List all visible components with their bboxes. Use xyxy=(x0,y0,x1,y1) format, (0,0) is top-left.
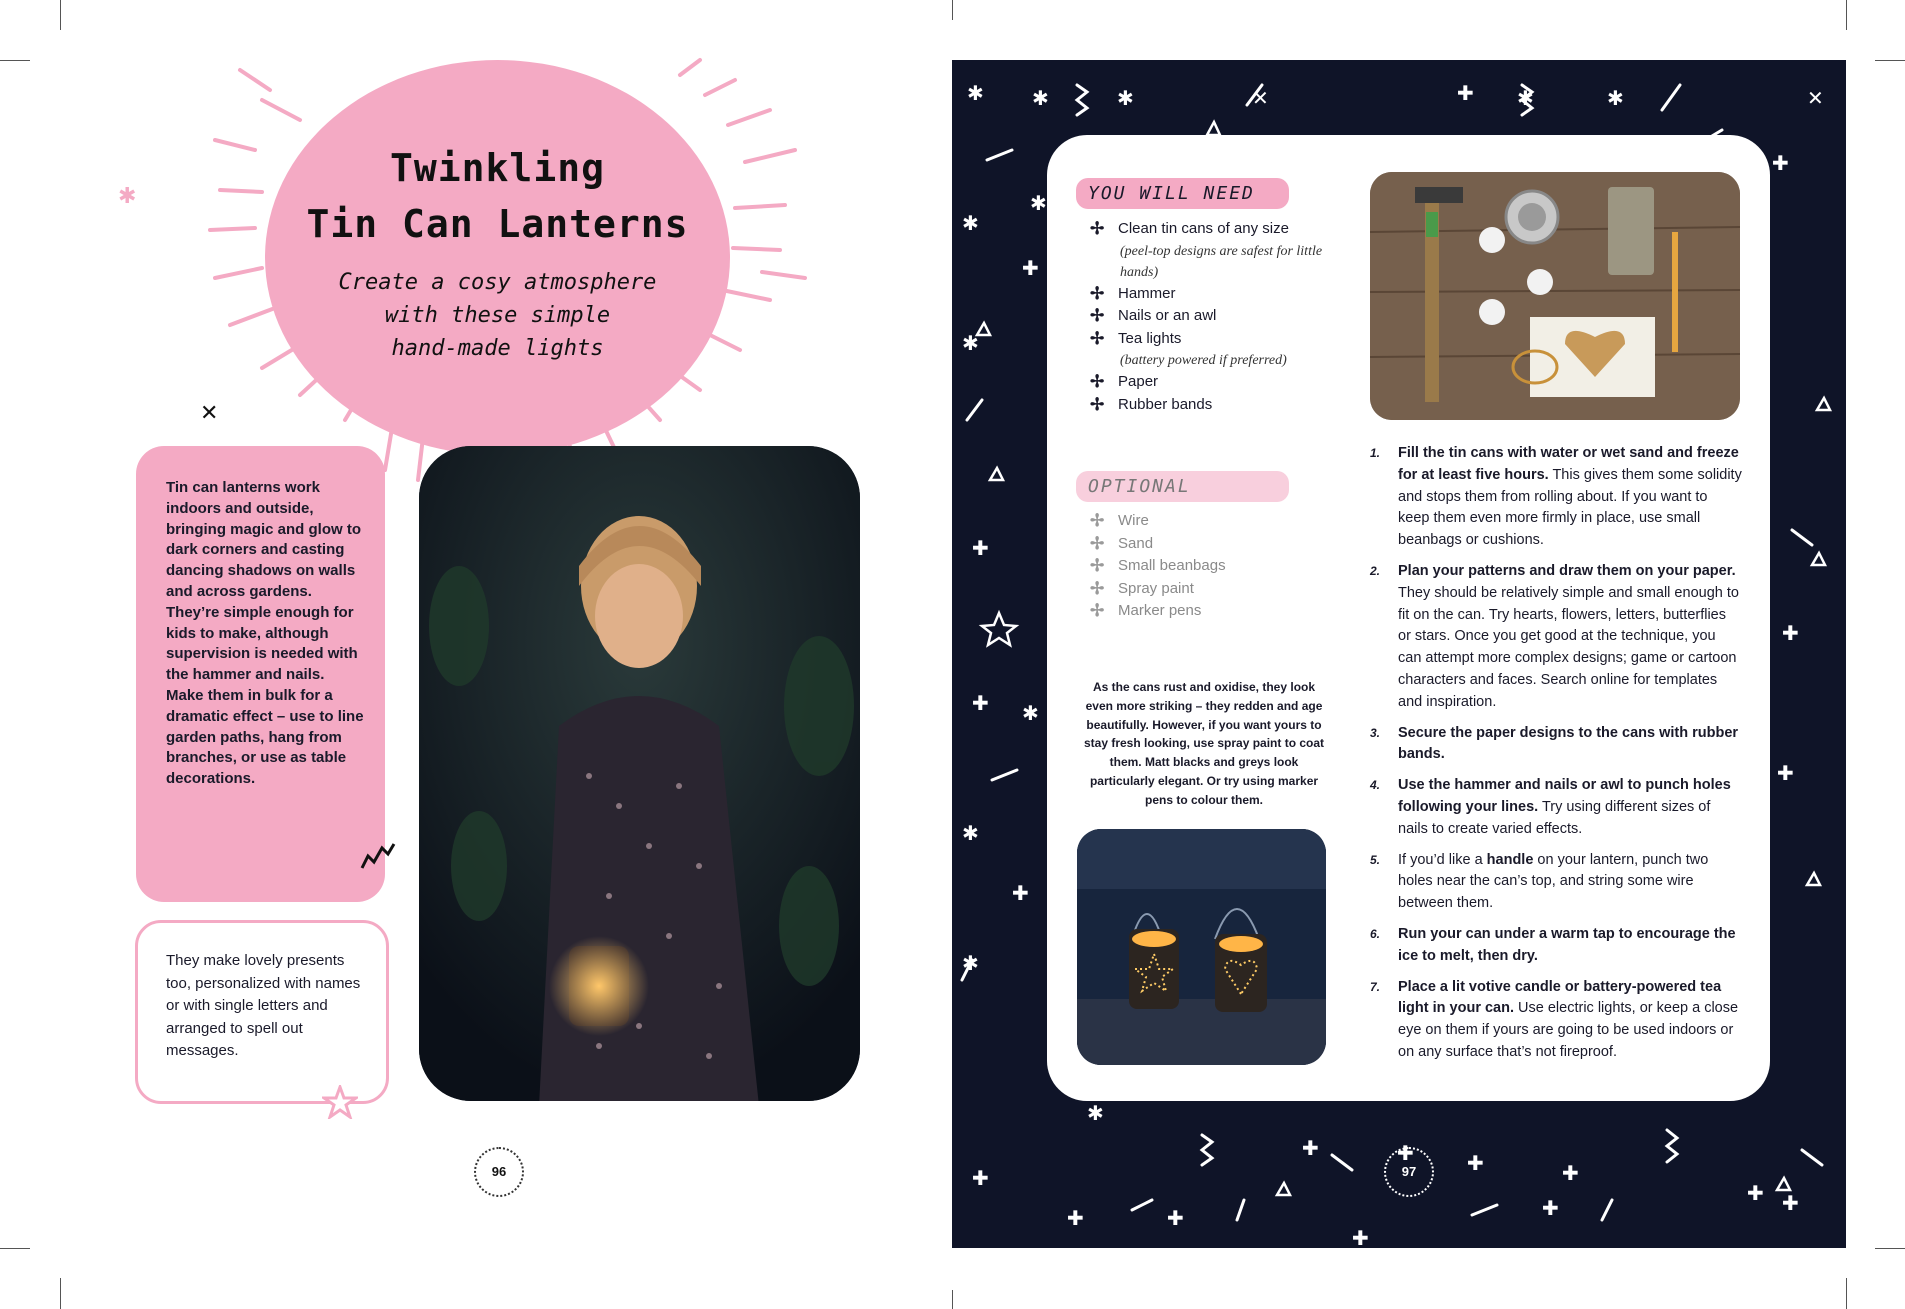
crop-mark xyxy=(1875,60,1905,61)
step-number: 3. xyxy=(1370,725,1381,740)
cross-bullet-icon: ✢ xyxy=(1090,601,1105,621)
optional-list xyxy=(1090,510,1330,623)
svg-text:✚: ✚ xyxy=(1747,1181,1764,1205)
step-item xyxy=(1370,443,1742,552)
step-bold: Place a lit votive candle or battery-powered tea light in your can. xyxy=(1398,978,1722,1017)
svg-text:✱: ✱ xyxy=(1022,701,1039,725)
page-title xyxy=(265,140,730,252)
step-bold: Secure the paper designs to the cans with rubber bands. xyxy=(1398,724,1739,763)
step-text: If you’d like a xyxy=(1398,851,1487,868)
title-line: Tin Can Lanterns xyxy=(306,202,689,246)
subtitle-line: with these simple xyxy=(384,303,611,328)
list-item xyxy=(1090,394,1330,417)
crop-mark xyxy=(952,1290,953,1309)
svg-text:✚: ✚ xyxy=(1782,621,1799,645)
crop-mark xyxy=(952,0,953,20)
list-item xyxy=(1090,283,1330,306)
step-text: This gives them some solidity and stops them from rolling about. If you want to keep them even more firmly in place, use small beanbags or cushions. xyxy=(1398,466,1742,549)
list-item xyxy=(1090,600,1330,623)
svg-text:✚: ✚ xyxy=(972,536,989,560)
svg-text:✕: ✕ xyxy=(1252,86,1269,110)
list-item xyxy=(1090,305,1330,328)
step-text: on your lantern, punch two holes near the can’s top, and string some wire between them. xyxy=(1398,851,1709,912)
step-text: Use electric lights, or keep a close eye on them if yours are going to be used indoors or on any surface that’s not fireproof. xyxy=(1398,1000,1739,1060)
crop-mark xyxy=(0,1248,30,1249)
list-item xyxy=(1090,578,1330,601)
cross-bullet-icon: ✢ xyxy=(1090,328,1105,348)
supply-note: (peel-top designs are safest for little hands) xyxy=(1120,243,1323,280)
step-bold: Run your can under a warm tap to encourage the ice to melt, then dry. xyxy=(1398,925,1736,964)
svg-text:✚: ✚ xyxy=(1782,1191,1799,1215)
svg-text:✕: ✕ xyxy=(200,401,219,426)
optional-item: Wire xyxy=(1118,512,1149,529)
svg-text:✱: ✱ xyxy=(967,81,984,105)
step-item xyxy=(1370,561,1742,714)
cross-bullet-icon: ✢ xyxy=(1090,219,1105,238)
svg-text:✚: ✚ xyxy=(972,1166,989,1190)
svg-text:✱: ✱ xyxy=(118,184,137,209)
step-item xyxy=(1370,924,1742,968)
step-item xyxy=(1370,723,1742,767)
cross-bullet-icon: ✢ xyxy=(1090,283,1105,303)
you-will-need-label: YOU WILL NEED xyxy=(1076,178,1289,209)
svg-text:✚: ✚ xyxy=(1772,151,1789,175)
list-item xyxy=(1090,533,1330,556)
svg-text:✚: ✚ xyxy=(1467,1151,1484,1175)
optional-label: OPTIONAL xyxy=(1076,471,1289,502)
step-number: 2. xyxy=(1370,563,1381,578)
step-bold: Plan your patterns and draw them on your paper. xyxy=(1398,562,1736,579)
subtitle-line: hand-made lights xyxy=(391,336,604,361)
optional-item: Spray paint xyxy=(1118,579,1194,597)
list-item xyxy=(1090,510,1330,533)
optional-item: Small beanbags xyxy=(1118,557,1226,575)
svg-text:✚: ✚ xyxy=(1302,1136,1319,1160)
supply-item: Paper xyxy=(1118,373,1159,391)
cross-bullet-icon: ✢ xyxy=(1090,394,1105,414)
cross-bullet-icon: ✢ xyxy=(1090,556,1105,576)
page-number-right: 97 xyxy=(1384,1147,1434,1197)
svg-text:✚: ✚ xyxy=(1067,1206,1084,1230)
intro-text: Tin can lanterns work indoors and outside, bringing magic and glow to dark corners and casting dancing shadows on walls and across gardens. They’re simple enough for kids to make, although supervision is needed with the hammer and nails. Make them in bulk for a dramatic effect – use to line garden paths, hang from branches, or use as table decorations. xyxy=(166,479,364,788)
optional-item: Sand xyxy=(1118,534,1154,552)
list-item xyxy=(1090,218,1330,283)
cross-bullet-icon: ✢ xyxy=(1090,533,1105,553)
supply-item: Tea lights xyxy=(1118,329,1182,347)
supplies-list xyxy=(1090,218,1330,417)
presents-text: They make lovely presents too, personalized with names or with single letters and arranged to spell out messages. xyxy=(166,952,361,1060)
svg-text:✱: ✱ xyxy=(1517,86,1534,110)
svg-text:✚: ✚ xyxy=(1457,81,1474,105)
svg-text:✚: ✚ xyxy=(972,691,989,715)
step-item xyxy=(1370,977,1742,1064)
star-icon xyxy=(322,1085,358,1119)
svg-text:✚: ✚ xyxy=(1397,1141,1414,1165)
svg-text:✕: ✕ xyxy=(1807,86,1824,110)
svg-text:✚: ✚ xyxy=(1012,881,1029,905)
cross-bullet-icon: ✢ xyxy=(1090,578,1105,598)
instruction-steps xyxy=(1370,443,1742,1073)
materials-photo xyxy=(1370,172,1740,420)
supply-note: (battery powered if preferred) xyxy=(1120,353,1287,369)
cross-bullet-icon: ✢ xyxy=(1090,511,1105,530)
girl-with-lantern-photo xyxy=(419,446,860,1101)
supply-item: Clean tin cans of any size xyxy=(1118,220,1289,237)
svg-text:✚: ✚ xyxy=(1542,1196,1559,1220)
step-text: They should be relatively simple and small enough to fit on the can. Try hearts, flowers, letters, butterflies or stars. Once you get good at the technique, you can attempt more complex designs; game or cartoon characters and faces. Search online for templates and inspiration. xyxy=(1398,584,1739,710)
subtitle-line: Create a cosy atmosphere xyxy=(338,270,657,295)
finished-lanterns-photo xyxy=(1077,829,1326,1065)
step-number: 6. xyxy=(1370,926,1381,941)
svg-text:✚: ✚ xyxy=(1167,1206,1184,1230)
optional-item: Marker pens xyxy=(1118,602,1202,620)
svg-text:✱: ✱ xyxy=(1030,191,1047,215)
svg-text:✱: ✱ xyxy=(1117,86,1134,110)
step-number: 7. xyxy=(1370,979,1381,994)
step-item xyxy=(1370,850,1742,915)
svg-text:✚: ✚ xyxy=(1562,1161,1579,1185)
step-item xyxy=(1370,775,1742,840)
svg-text:✱: ✱ xyxy=(1032,86,1049,110)
list-item xyxy=(1090,328,1330,372)
zigzag-icon xyxy=(360,838,396,872)
crop-mark xyxy=(1846,1278,1847,1309)
svg-text:✚: ✚ xyxy=(1777,761,1794,785)
step-number: 1. xyxy=(1370,446,1381,460)
svg-text:✚: ✚ xyxy=(1352,1226,1369,1248)
tip-text: As the cans rust and oxidise, they look even more striking – they redden and age beautifully. However, if you want yours to stay fresh looking, use spray paint to coat them. Matt blacks and greys look particularly elegant. Or try using marker pens to colour them. xyxy=(1083,680,1325,807)
supply-item: Hammer xyxy=(1118,284,1176,302)
svg-text:✱: ✱ xyxy=(1607,86,1624,110)
step-text: Try using different sizes of nails to create varied effects. xyxy=(1398,798,1711,837)
step-bold: Fill the tin cans with water or wet sand and freeze for at least five hours. xyxy=(1398,445,1739,483)
crop-mark xyxy=(60,1278,61,1309)
svg-text:✱: ✱ xyxy=(962,821,979,845)
title-line: Twinkling xyxy=(390,146,605,190)
supply-item: Rubber bands xyxy=(1118,395,1213,413)
cross-bullet-icon: ✢ xyxy=(1090,372,1105,392)
svg-text:✚: ✚ xyxy=(1022,256,1039,280)
svg-text:✱: ✱ xyxy=(962,951,979,975)
list-item xyxy=(1090,555,1330,578)
title-sun-circle xyxy=(265,60,730,455)
crop-mark xyxy=(1875,1248,1905,1249)
step-number: 4. xyxy=(1370,778,1381,793)
list-item xyxy=(1090,371,1330,394)
supply-item: Nails or an awl xyxy=(1118,307,1217,325)
cross-bullet-icon: ✢ xyxy=(1090,306,1105,326)
step-bold: handle xyxy=(1486,851,1534,868)
svg-text:✱: ✱ xyxy=(962,211,979,235)
step-number: 5. xyxy=(1370,852,1381,867)
page-number-left: 96 xyxy=(474,1147,524,1197)
svg-text:✱: ✱ xyxy=(962,331,979,355)
step-bold: Use the hammer and nails or awl to punch holes following your lines. xyxy=(1398,777,1731,815)
page-subtitle xyxy=(265,266,730,365)
svg-text:✱: ✱ xyxy=(1087,1101,1104,1125)
crop-mark xyxy=(1846,0,1847,30)
